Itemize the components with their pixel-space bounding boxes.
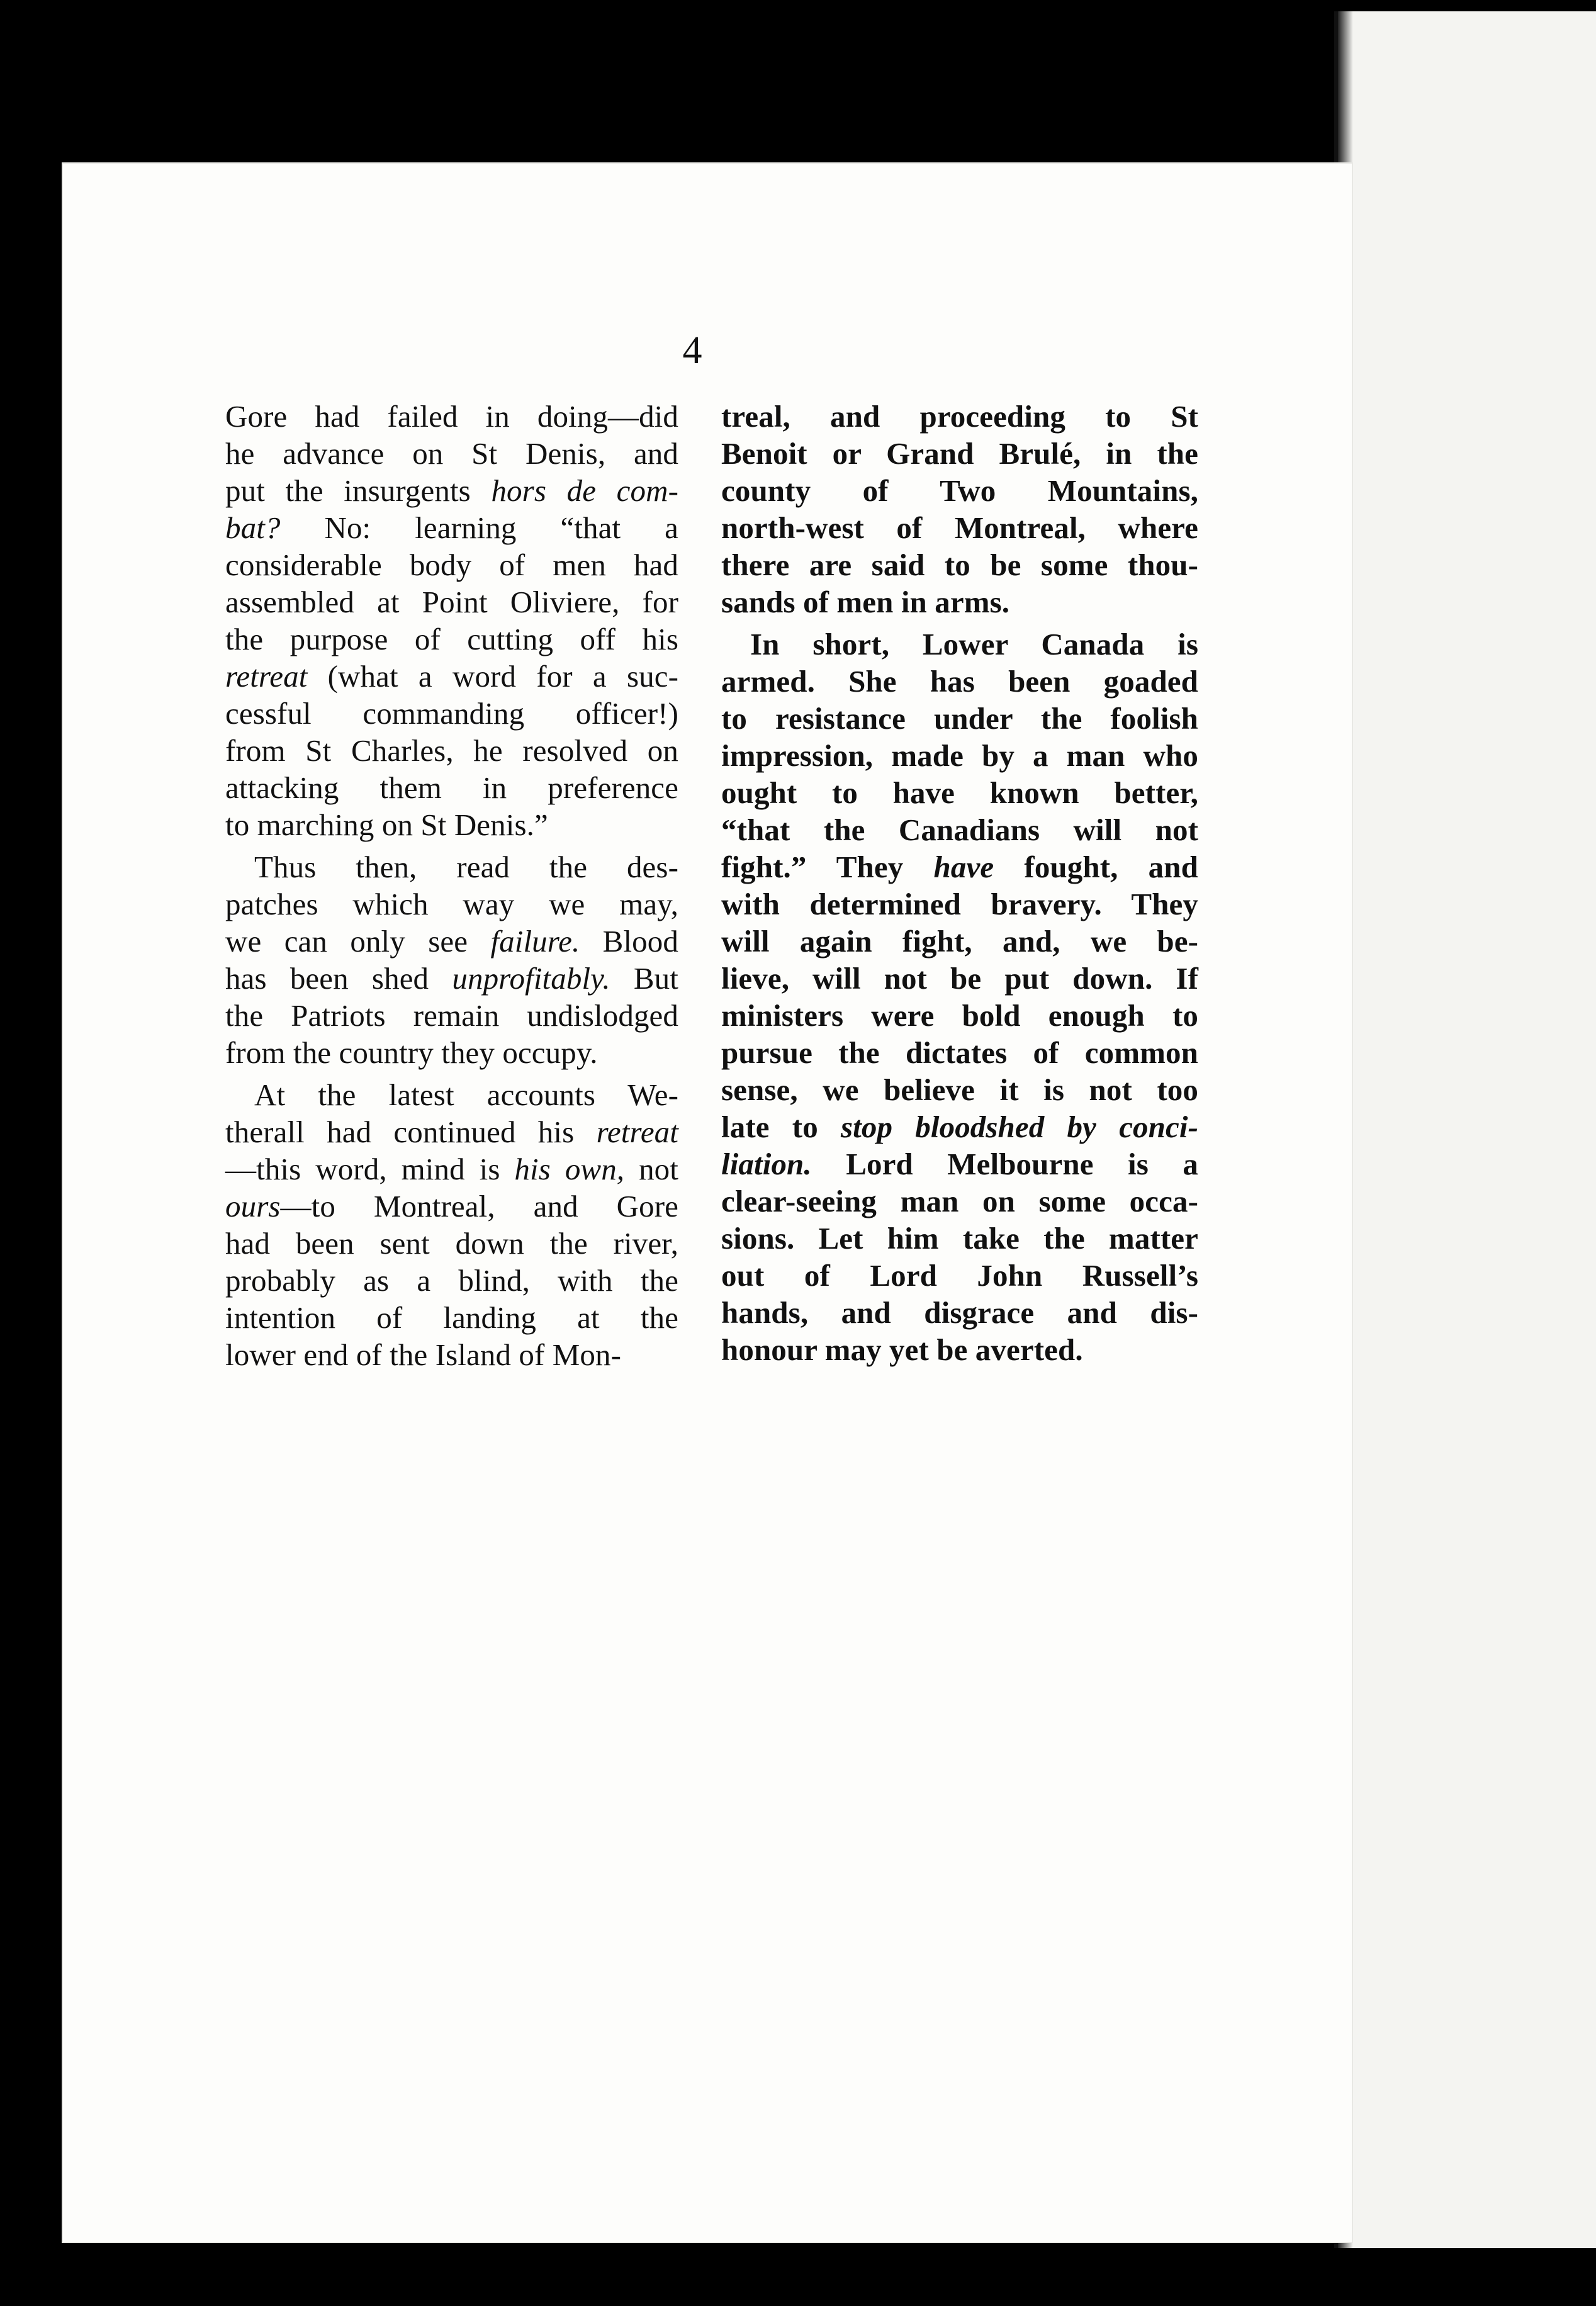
text-run: had been sent down the river,	[225, 1226, 678, 1261]
text-run: the purpose of cutting off his	[225, 622, 678, 656]
text-line	[721, 435, 1198, 472]
text-line	[721, 472, 1198, 509]
text-line	[721, 848, 1198, 886]
text-run: out of Lord John Russell’s	[721, 1258, 1198, 1293]
text-run: considerable body of men had	[225, 548, 678, 582]
text-run: sions. Let him take the matter	[721, 1221, 1198, 1256]
italic-run: his own,	[514, 1152, 625, 1186]
italic-run: ours	[225, 1189, 281, 1223]
text-line	[225, 695, 678, 732]
text-line	[721, 1071, 1198, 1108]
text-run: intention of landing at the	[225, 1300, 678, 1335]
text-line	[721, 700, 1198, 737]
text-run: patches which way we may,	[225, 887, 678, 921]
text-line	[225, 923, 678, 960]
page-number: 4	[682, 329, 702, 372]
text-run: Blood	[580, 924, 678, 959]
text-run: hands, and disgrace and dis-	[721, 1295, 1198, 1330]
text-line	[225, 472, 678, 509]
text-line	[721, 1183, 1198, 1220]
text-run: late to	[721, 1110, 841, 1144]
text-line	[225, 621, 678, 658]
text-run: Gore had failed in doing—did	[225, 399, 678, 434]
text-line	[225, 806, 678, 843]
text-line	[225, 435, 678, 472]
text-run: sands of men in arms.	[721, 585, 1010, 619]
text-run: we can only see	[225, 924, 491, 959]
text-run: treal, and proceeding to St	[721, 399, 1198, 434]
text-run: Lord Melbourne is a	[811, 1147, 1198, 1181]
text-run: from the country they occupy.	[225, 1035, 598, 1070]
text-run: No: learning “that a	[280, 510, 678, 545]
text-run: fight.” They	[721, 850, 934, 884]
text-line	[225, 1262, 678, 1299]
italic-run: bat?	[225, 510, 281, 545]
text-line	[721, 997, 1198, 1034]
text-run: honour may yet be averted.	[721, 1332, 1083, 1367]
text-run: clear-seeing man on some occa-	[721, 1184, 1198, 1218]
paragraph	[225, 1076, 678, 1373]
text-line	[721, 1145, 1198, 1183]
text-run: will again fight, and, we be-	[721, 924, 1198, 959]
text-line	[225, 583, 678, 621]
text-line	[721, 626, 1198, 663]
text-line	[225, 769, 678, 806]
text-run: Benoit or Grand Brulé, in the	[721, 436, 1198, 471]
italic-run: retreat	[225, 659, 308, 694]
text-line	[721, 811, 1198, 848]
text-line	[721, 1257, 1198, 1294]
text-run: has been shed	[225, 961, 452, 996]
text-run: At the latest accounts We-	[254, 1077, 678, 1112]
text-run: there are said to be some thou-	[721, 548, 1198, 582]
text-line	[721, 663, 1198, 700]
right-text-column	[721, 398, 1198, 1368]
text-line	[225, 886, 678, 923]
text-line	[225, 1113, 678, 1150]
text-run: pursue the dictates of common	[721, 1035, 1198, 1070]
text-line	[721, 1294, 1198, 1331]
text-run: But	[610, 961, 678, 996]
text-line	[225, 1076, 678, 1113]
text-line	[721, 509, 1198, 546]
paragraph	[225, 398, 678, 843]
text-run: —to Montreal, and Gore	[280, 1189, 678, 1223]
text-run: lieve, will not be put down. If	[721, 961, 1198, 996]
text-run: from St Charles, he resolved on	[225, 733, 678, 768]
text-run: In short, Lower Canada is	[750, 627, 1198, 661]
italic-run: liation.	[721, 1147, 812, 1181]
text-run: to resistance under the foolish	[721, 701, 1198, 736]
left-text-column	[225, 398, 678, 1373]
text-run: fought, and	[994, 850, 1198, 884]
text-run: Thus then, read the des-	[254, 850, 678, 884]
text-line	[721, 960, 1198, 997]
text-run: to marching on St Denis.”	[225, 807, 548, 842]
text-line	[721, 923, 1198, 960]
text-line	[721, 398, 1198, 435]
text-line	[225, 1336, 678, 1373]
text-line	[225, 658, 678, 695]
text-line	[721, 546, 1198, 583]
text-run: ought to have known better,	[721, 775, 1198, 810]
text-line	[721, 1331, 1198, 1368]
text-line	[225, 1034, 678, 1071]
text-run: armed. She has been goaded	[721, 664, 1198, 699]
text-line	[225, 997, 678, 1034]
text-line	[225, 732, 678, 769]
text-run: (what a word for a suc-	[307, 659, 678, 694]
italic-run: failure.	[490, 924, 580, 959]
paragraph	[225, 848, 678, 1071]
paragraph	[721, 626, 1198, 1368]
italic-run: retreat	[596, 1115, 678, 1149]
text-run: not	[624, 1152, 678, 1186]
italic-run: hors de com-	[491, 473, 679, 508]
text-line	[225, 1188, 678, 1225]
text-run: therall had continued his	[225, 1115, 597, 1149]
text-line	[721, 737, 1198, 774]
italic-run: unprofitably.	[452, 961, 610, 996]
text-run: north-west of Montreal, where	[721, 510, 1198, 545]
text-run: sense, we believe it is not too	[721, 1072, 1198, 1107]
text-line	[721, 774, 1198, 811]
text-line	[225, 546, 678, 583]
text-line	[721, 1220, 1198, 1257]
text-run: assembled at Point Oliviere, for	[225, 585, 678, 619]
text-line	[721, 1108, 1198, 1145]
text-line	[721, 886, 1198, 923]
text-line	[225, 1299, 678, 1336]
text-run: impression, made by a man who	[721, 738, 1198, 773]
text-run: —this word, mind is	[225, 1152, 515, 1186]
text-run: lower end of the Island of Mon-	[225, 1337, 622, 1372]
italic-run: have	[933, 850, 994, 884]
text-run: he advance on St Denis, and	[225, 436, 678, 471]
text-run: with determined bravery. They	[721, 887, 1198, 921]
text-run: put the insurgents	[225, 473, 492, 508]
text-line	[721, 583, 1198, 621]
text-run: the Patriots remain undislodged	[225, 998, 678, 1033]
adjacent-page-edge	[1334, 11, 1596, 2248]
text-line	[721, 1034, 1198, 1071]
text-run: cessful commanding officer!)	[225, 696, 678, 731]
italic-run: stop bloodshed by conci-	[841, 1110, 1198, 1144]
paragraph	[721, 398, 1198, 621]
text-run: “that the Canadians will not	[721, 813, 1198, 847]
text-line	[225, 509, 678, 546]
text-line	[225, 1225, 678, 1262]
text-run: county of Two Mountains,	[721, 473, 1198, 508]
text-run: probably as a blind, with the	[225, 1263, 678, 1298]
text-run: ministers were bold enough to	[721, 998, 1198, 1033]
text-line	[225, 848, 678, 886]
text-line	[225, 960, 678, 997]
text-line	[225, 1150, 678, 1188]
text-line	[225, 398, 678, 435]
text-run: attacking them in preference	[225, 770, 678, 805]
